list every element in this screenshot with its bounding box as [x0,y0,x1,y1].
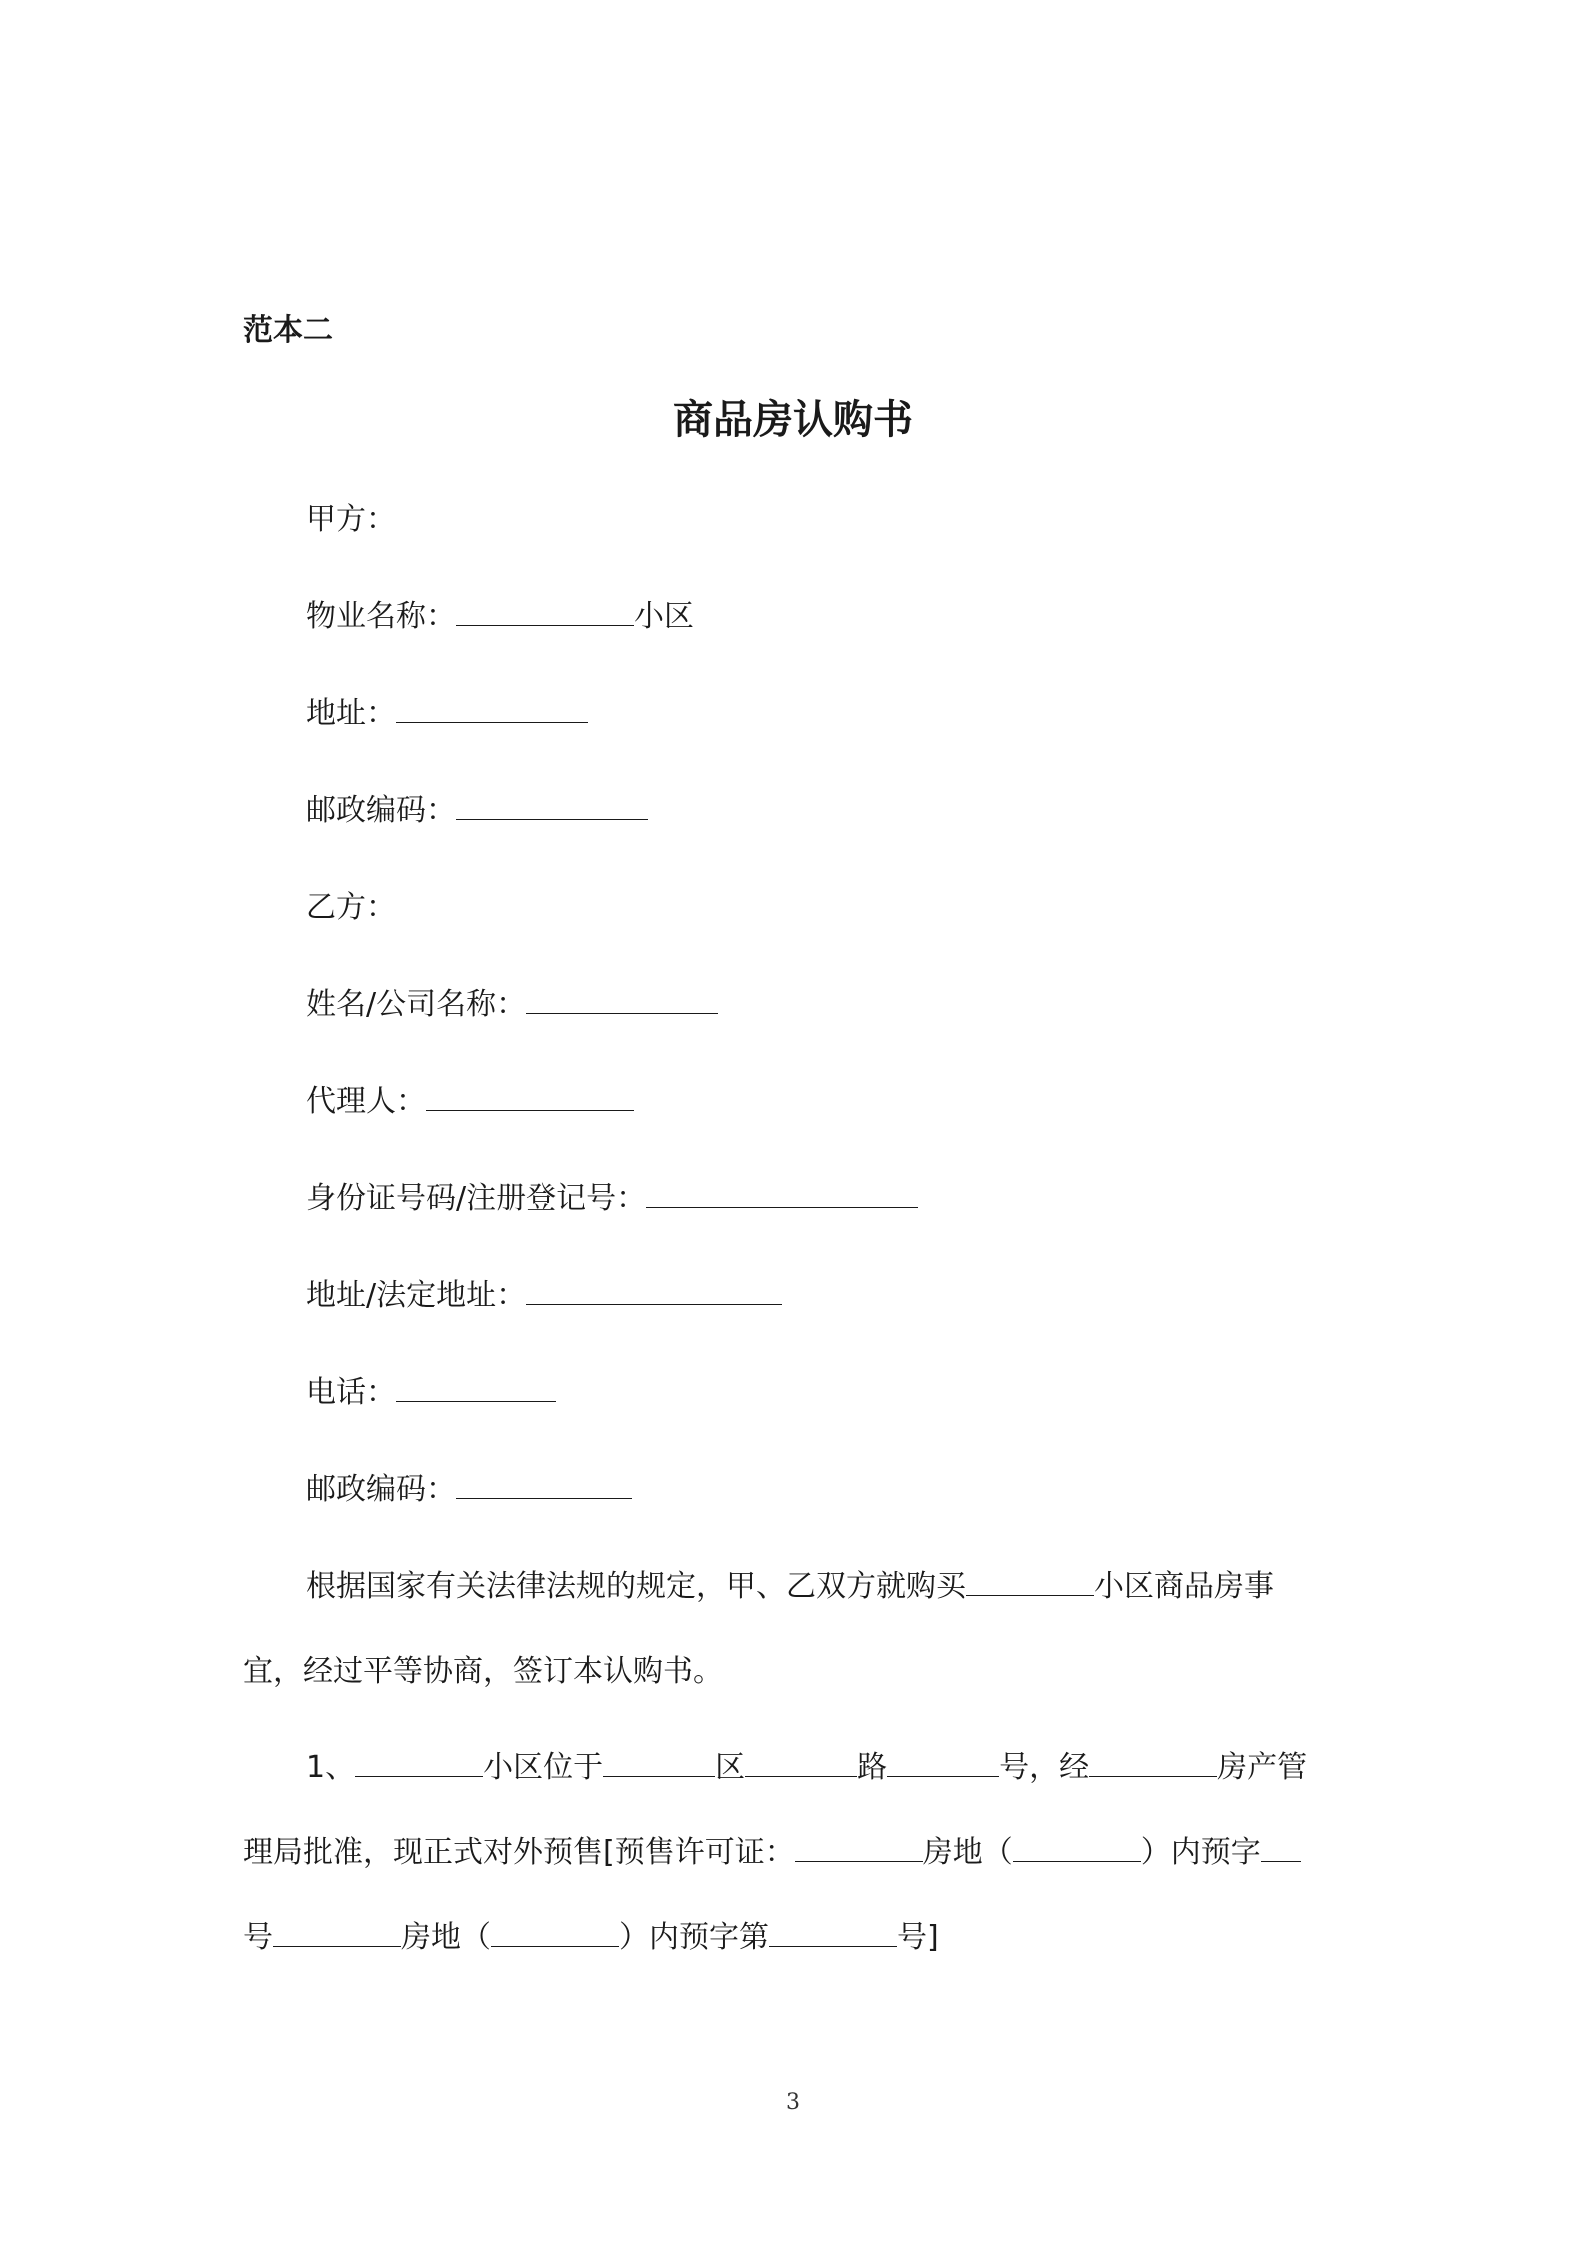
party-a-address-label: 地址： [306,696,396,731]
party-b-name-line [306,985,718,1025]
realestate-b: 房地（ [401,1920,491,1955]
clause-1-line-3 [243,1918,939,1958]
line3-end: 号] [897,1920,939,1955]
clause-1-district: 区 [715,1750,746,1785]
property-name-label: 物业名称： [306,599,456,634]
intro-text-a: 根据国家有关法律法规的规定，甲、乙双方就购买 [306,1569,966,1604]
agent-blank [426,1082,634,1111]
id-label: 身份证号码/注册登记号： [306,1181,647,1216]
realestate-a: 房地（ [922,1835,1013,1870]
phone-blank [396,1373,556,1402]
clause-1-bureau: 房产管 [1217,1750,1308,1785]
party-b-heading: 乙方： [306,890,396,925]
clause-1-number-blank [887,1748,999,1777]
party-a-address-line [306,694,588,734]
page-number: 3 [786,2090,800,2115]
clause-1-line-2 [243,1833,1301,1873]
party-b-name-blank [526,985,718,1014]
clause-1-number-via: 号，经 [999,1750,1090,1785]
permit-blank-1 [795,1833,923,1862]
id-line [306,1179,918,1219]
section-label: 范本二 [243,313,333,348]
paren-close-b: ）内预字第 [619,1920,769,1955]
intro-line-1 [306,1567,1274,1607]
clause-1-bureau-blank [1089,1748,1217,1777]
property-name-line [306,597,694,637]
clause-1-district-blank [603,1748,715,1777]
party-a-address-blank [396,694,588,723]
party-b-postcode-line [306,1470,632,1510]
party-b-name-label: 姓名/公司名称： [306,987,527,1022]
property-name-blank [456,597,634,626]
intro-line-2: 宜，经过平等协商，签订本认购书。 [243,1654,723,1689]
id-blank [646,1179,918,1208]
clause-1-line-1 [306,1748,1307,1788]
intro-community-blank [966,1567,1094,1596]
paren-close-a: ）内预字 [1140,1835,1261,1870]
clause-1-permit-text: 理局批准，现正式对外预售[预售许可证： [243,1835,795,1870]
permit-blank-5 [491,1918,619,1947]
agent-label: 代理人： [306,1084,426,1119]
party-a-heading: 甲方： [306,502,396,537]
permit-blank-4 [273,1918,401,1947]
document-title: 商品房认购书 [673,397,913,443]
agent-line [306,1082,634,1122]
phone-line [306,1373,556,1413]
clause-1-road: 路 [857,1750,888,1785]
party-b-address-label: 地址/法定地址： [306,1278,527,1313]
clause-1-number: 1、 [306,1750,356,1785]
permit-blank-6 [769,1918,897,1947]
clause-1-road-blank [745,1748,857,1777]
permit-blank-2 [1013,1833,1141,1862]
phone-label: 电话： [306,1375,396,1410]
party-b-address-line [306,1276,782,1316]
party-a-postcode-line [306,791,648,831]
intro-text-b: 小区商品房事 [1094,1569,1274,1604]
property-suffix: 小区 [634,599,694,634]
party-b-address-blank [526,1276,782,1305]
party-a-postcode-label: 邮政编码： [306,793,456,828]
clause-1-community-blank [355,1748,483,1777]
party-b-postcode-label: 邮政编码： [306,1472,456,1507]
line3-number: 号 [243,1920,273,1955]
party-a-postcode-blank [456,791,648,820]
party-b-postcode-blank [456,1470,632,1499]
clause-1-located: 小区位于 [483,1750,604,1785]
permit-blank-3 [1261,1833,1301,1862]
